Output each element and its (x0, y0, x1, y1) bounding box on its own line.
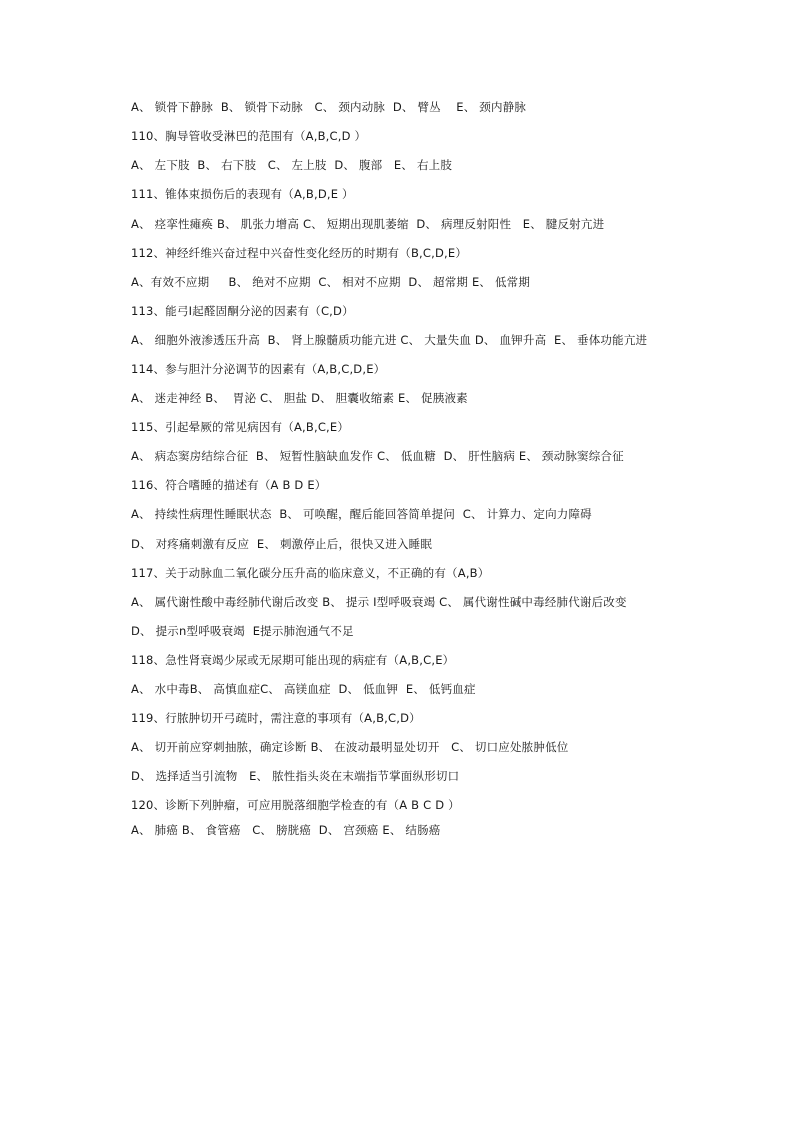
question-113-stem: 113、能弓I起醛固酮分泌的因素有（C,D） (131, 304, 354, 318)
question-120-options: A、 肺癌 B、 食管癌 C、 膀胱癌 D、 宫颈癌 E、 结肠癌 (131, 823, 441, 837)
question-120-stem: 120、诊断下列肿瘤，可应用脱落细胞学检查的有（A B C D ） (131, 798, 460, 812)
question-119-stem: 119、行脓肿切开弓疏时，需注意的事项有（A,B,C,D） (131, 711, 421, 725)
question-110-stem: 110、胸导管收受淋巴的范围有（A,B,C,D ） (131, 129, 367, 143)
question-109-options: A、 锁骨下静脉 B、 锁骨下动脉 C、 颈内动脉 D、 臂丛 E、 颈内静脉 (131, 100, 527, 114)
question-111-options: A、 痉挛性瘫痪 B、 肌张力增高 C、 短期出现肌萎缩 D、 病理反射阳性 E、 腱反射亢进 (131, 217, 605, 231)
question-112-stem: 112、神经纤维兴奋过程中兴奋性变化经历的时期有（B,C,D,E） (131, 246, 468, 260)
question-118-options: A、 水中毒B、 高慎血症C、 高镁血症 D、 低血钾 E、 低钙血症 (131, 682, 476, 696)
question-116-options-1: A、 持续性病理性睡眠状态 B、 可唤醒，醒后能回答简单提问 C、 计算力、定向力障碍 (131, 507, 592, 521)
question-111-stem: 111、锥体束损伤后的表现有（A,B,D,E ） (131, 187, 354, 201)
question-117-options-1: A、 属代谢性酸中毒经肺代谢后改变 B、 提示 I型呼吸衰竭 C、 属代谢性碱中毒经肺代谢后改变 (131, 595, 627, 609)
question-113-options: A、 细胞外液渗透压升高 B、 肾上腺髓质功能亢进 C、 大量失血 D、 血钾升高 E、 垂体功能亢进 (131, 333, 648, 347)
question-114-options: A、 迷走神经 B、 胃泌 C、 胆盐 D、 胆囊收缩素 E、 促胰液素 (131, 391, 468, 405)
question-116-options-2: D、 对疼痛刺激有反应 E、 刺激停止后，很快又进入睡眠 (131, 537, 433, 551)
question-118-stem: 118、急性肾衰竭少尿或无尿期可能出现的病症有（A,B,C,E） (131, 653, 455, 667)
question-114-stem: 114、参与胆汁分泌调节的因素有（A,B,C,D,E） (131, 362, 386, 376)
question-110-options: A、 左下肢 B、 右下肢 C、 左上肢 D、 腹部 E、 右上肢 (131, 158, 453, 172)
question-119-options-2: D、 选择适当引流物 E、 脓性指头炎在末端指节掌面纵形切口 (131, 769, 460, 783)
question-115-stem: 115、引起晕厥的常见病因有（A,B,C,E） (131, 420, 350, 434)
question-116-stem: 116、符合嗜睡的描述有（A B D E） (131, 478, 327, 492)
question-115-options: A、 病态窦房结综合征 B、 短暂性脑缺血发作 C、 低血糖 D、 肝性脑病 E、 颈动脉窦综合征 (131, 449, 624, 463)
question-117-options-2: D、 提示n型呼吸衰竭 E提示肺泡通气不足 (131, 624, 354, 638)
question-119-options-1: A、 切开前应穿刺抽脓，确定诊断 B、 在波动最明显处切开 C、 切口应处脓肿低位 (131, 740, 569, 754)
question-117-stem: 117、关于动脉血二氧化碳分压升高的临床意义，不正确的有（A,B） (131, 566, 490, 580)
question-112-options: A、有效不应期 B、 绝对不应期 C、 相对不应期 D、 超常期 E、 低常期 (131, 275, 531, 289)
